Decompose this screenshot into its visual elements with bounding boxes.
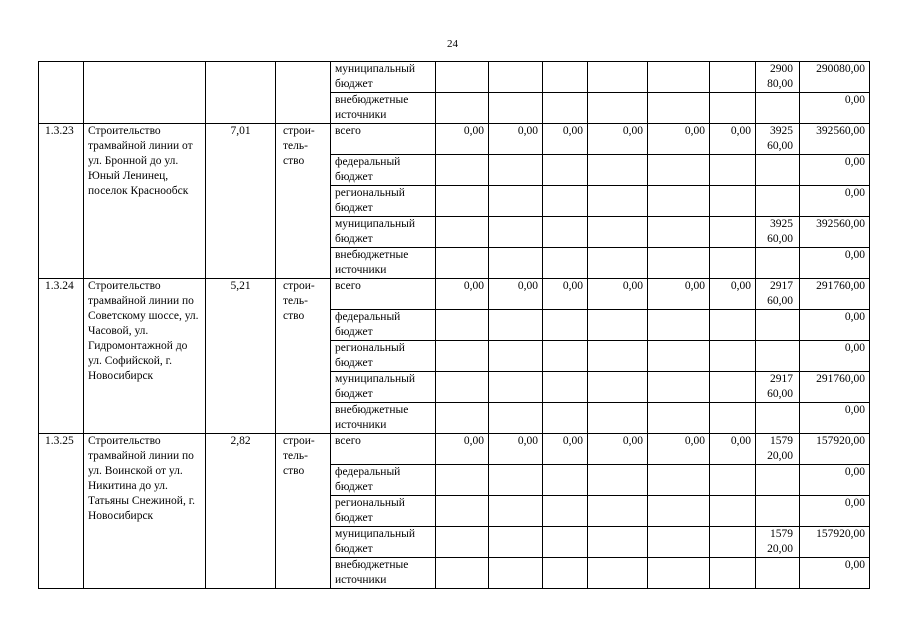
value-cell [489,217,543,248]
value-cell [710,217,756,248]
value-cell [710,465,756,496]
source-cell: муниципальный бюджет [331,372,436,403]
value-cell [436,248,489,279]
value-cell [543,186,588,217]
table-row [39,124,870,155]
value-cell [436,527,489,558]
total-cell: 0,00 [800,341,870,372]
value-cell [710,248,756,279]
value-cell [710,62,756,93]
total-cell: 0,00 [800,248,870,279]
split-value-cell: 1579 20,00 [756,527,800,558]
value-cell [648,186,710,217]
source-cell: федеральный бюджет [331,310,436,341]
value-cell [648,527,710,558]
value-cell [436,155,489,186]
total-cell: 0,00 [800,496,870,527]
value-cell [436,372,489,403]
total-cell: 0,00 [800,186,870,217]
value-cell: 0,00 [436,279,489,310]
value-cell [588,62,648,93]
total-cell: 157920,00 [800,527,870,558]
value-cell [489,62,543,93]
source-cell: внебюджетные источники [331,93,436,124]
length-cell [206,62,276,124]
total-cell: 0,00 [800,310,870,341]
value-cell [543,496,588,527]
split-value-cell: 3925 60,00 [756,217,800,248]
name-cell: Строительство трамвайной линии от ул. Бронной до ул. Юный Ленинец, поселок Краснообск [84,124,206,279]
name-cell [84,62,206,124]
value-cell: 0,00 [436,124,489,155]
value-cell [648,403,710,434]
source-cell: всего [331,434,436,465]
value-cell [588,372,648,403]
value-cell: 0,00 [543,279,588,310]
value-cell [543,248,588,279]
source-cell: федеральный бюджет [331,155,436,186]
value-cell: 0,00 [710,124,756,155]
value-cell [489,186,543,217]
budget-table [38,61,870,589]
source-cell: региональный бюджет [331,496,436,527]
value-cell [489,248,543,279]
total-cell: 291760,00 [800,372,870,403]
split-value-cell [756,310,800,341]
value-cell [710,93,756,124]
value-cell [710,341,756,372]
value-cell [588,341,648,372]
value-cell [543,527,588,558]
value-cell: 0,00 [543,434,588,465]
value-cell: 0,00 [543,124,588,155]
value-cell: 0,00 [489,434,543,465]
value-cell [710,310,756,341]
value-cell [588,186,648,217]
value-cell [436,558,489,589]
value-cell [648,217,710,248]
total-cell: 0,00 [800,403,870,434]
value-cell [543,155,588,186]
value-cell [648,496,710,527]
value-cell: 0,00 [489,279,543,310]
code-cell [39,62,84,124]
value-cell [543,62,588,93]
table-row [39,434,870,465]
value-cell: 0,00 [588,279,648,310]
value-cell [588,217,648,248]
length-cell: 7,01 [206,124,276,279]
value-cell [489,465,543,496]
work-type-cell [276,62,331,124]
value-cell [648,62,710,93]
source-cell: федеральный бюджет [331,465,436,496]
total-cell: 392560,00 [800,124,870,155]
value-cell: 0,00 [710,434,756,465]
value-cell [710,155,756,186]
split-value-cell [756,403,800,434]
split-value-cell: 2917 60,00 [756,279,800,310]
value-cell [436,186,489,217]
code-cell: 1.3.25 [39,434,84,589]
source-cell: муниципальный бюджет [331,62,436,93]
page-number: 24 [447,38,458,50]
source-cell: муниципальный бюджет [331,527,436,558]
table-row [39,279,870,310]
split-value-cell [756,465,800,496]
value-cell [489,403,543,434]
value-cell [436,93,489,124]
value-cell [436,465,489,496]
total-cell: 0,00 [800,558,870,589]
value-cell [489,527,543,558]
total-cell: 290080,00 [800,62,870,93]
value-cell [710,403,756,434]
value-cell: 0,00 [588,124,648,155]
split-value-cell [756,496,800,527]
value-cell: 0,00 [648,124,710,155]
value-cell [710,496,756,527]
value-cell [588,403,648,434]
total-cell: 392560,00 [800,217,870,248]
value-cell [543,341,588,372]
total-cell: 0,00 [800,93,870,124]
work-type-cell: строи-тель-ство [276,434,331,589]
value-cell [543,217,588,248]
value-cell [648,341,710,372]
value-cell [588,310,648,341]
name-cell: Строительство трамвайной линии по Советскому шоссе, ул. Часовой, ул. Гидромонтажной до ул. Софийской, г. Новосибирск [84,279,206,434]
source-cell: региональный бюджет [331,341,436,372]
value-cell [543,403,588,434]
value-cell: 0,00 [588,434,648,465]
split-value-cell [756,93,800,124]
value-cell [489,310,543,341]
source-cell: всего [331,279,436,310]
source-cell: всего [331,124,436,155]
value-cell [436,217,489,248]
code-cell: 1.3.24 [39,279,84,434]
value-cell: 0,00 [648,434,710,465]
value-cell [436,310,489,341]
value-cell [489,93,543,124]
value-cell [588,558,648,589]
value-cell [436,496,489,527]
total-cell: 157920,00 [800,434,870,465]
value-cell [543,558,588,589]
source-cell: внебюджетные источники [331,403,436,434]
value-cell [588,248,648,279]
value-cell [648,93,710,124]
total-cell: 0,00 [800,155,870,186]
work-type-cell: строи-тель-ство [276,279,331,434]
value-cell [543,93,588,124]
split-value-cell [756,558,800,589]
value-cell [710,186,756,217]
table-body [39,62,870,589]
split-value-cell [756,341,800,372]
value-cell [543,310,588,341]
value-cell [489,496,543,527]
split-value-cell: 2917 60,00 [756,372,800,403]
value-cell [648,372,710,403]
split-value-cell [756,248,800,279]
value-cell [648,248,710,279]
value-cell [648,465,710,496]
split-value-cell [756,155,800,186]
value-cell [588,465,648,496]
value-cell [588,155,648,186]
value-cell [710,527,756,558]
value-cell [648,558,710,589]
split-value-cell: 2900 80,00 [756,62,800,93]
total-cell: 0,00 [800,465,870,496]
value-cell: 0,00 [648,279,710,310]
value-cell [489,372,543,403]
value-cell [648,310,710,341]
value-cell [436,341,489,372]
split-value-cell: 1579 20,00 [756,434,800,465]
value-cell [489,558,543,589]
length-cell: 2,82 [206,434,276,589]
value-cell [710,558,756,589]
value-cell [489,155,543,186]
split-value-cell: 3925 60,00 [756,124,800,155]
source-cell: региональный бюджет [331,186,436,217]
work-type-cell: строи-тель-ство [276,124,331,279]
value-cell [588,527,648,558]
value-cell [543,465,588,496]
name-cell: Строительство трамвайной линии по ул. Воинской от ул. Никитина до ул. Татьяны Снежиной, г. Новосибирск [84,434,206,589]
table-row [39,62,870,93]
value-cell: 0,00 [436,434,489,465]
value-cell [648,155,710,186]
code-cell: 1.3.23 [39,124,84,279]
source-cell: муниципальный бюджет [331,217,436,248]
value-cell [710,372,756,403]
value-cell [588,496,648,527]
value-cell: 0,00 [489,124,543,155]
value-cell [489,341,543,372]
total-cell: 291760,00 [800,279,870,310]
value-cell [543,372,588,403]
value-cell [436,62,489,93]
value-cell [588,93,648,124]
source-cell: внебюджетные источники [331,248,436,279]
source-cell: внебюджетные источники [331,558,436,589]
split-value-cell [756,186,800,217]
length-cell: 5,21 [206,279,276,434]
value-cell [436,403,489,434]
value-cell: 0,00 [710,279,756,310]
